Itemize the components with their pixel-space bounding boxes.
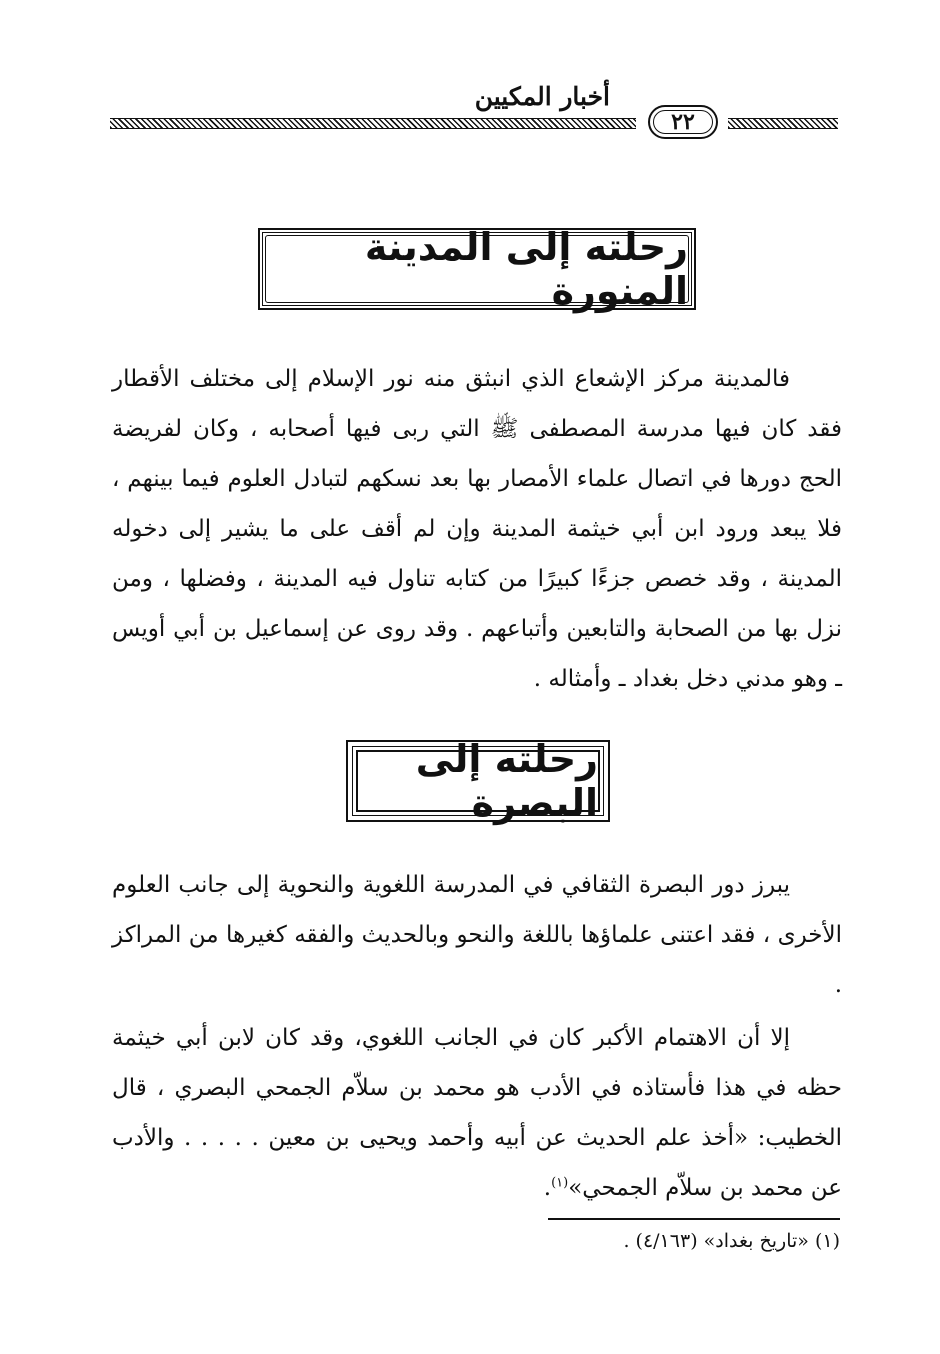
- footnote-separator: [548, 1218, 840, 1220]
- section-heading-basra: رحلته إلى البصرة: [356, 750, 600, 812]
- paragraph-basra-2-end: .: [543, 1175, 552, 1201]
- paragraph-basra-1: [112, 860, 842, 1010]
- header-rule-left: [110, 118, 636, 129]
- paragraph-basra-1-text: يبرز دور البصرة الثقافي في المدرسة اللغوية والنحوية إلى جانب العلوم الأخرى ، فقد اعتنى علماؤها باللغة والنحو وبالحديث والفقه كغيرها من المراكز .: [112, 872, 842, 998]
- footnote-reference[interactable]: (١): [551, 1175, 569, 1191]
- footnote: (١) «تاريخ بغداد» (٤/١٦٣) .: [623, 1230, 840, 1252]
- section-heading-madina-frame: [258, 225, 696, 313]
- paragraph-madina-text: فالمدينة مركز الإشعاع الذي انبثق منه نور الإسلام إلى مختلف الأقطار فقد كان فيها مدرسة المصطفى ﷺ التي ربى فيها أصحابه ، وكان لفريضة الحج دورها في اتصال علماء الأمصار بها بعد نسكهم لتبادل العلوم فيما بينهم ، فلا يبعد ورود ابن أبي خيثمة المدينة وإن لم أقف على ما يشير إلى دخوله المدينة ، وقد خصص جزءًا كبيرًا من كتابه تناول فيه المدينة ، وفضلها ، ومن نزل بها من الصحابة والتابعين وأتباعهم . وقد روى عن إسماعيل بن أبي أويس ـ وهو مدني دخل بغداد ـ وأمثاله .: [112, 366, 842, 692]
- section-heading-basra-inner-frame: [352, 737, 604, 825]
- section-heading-basra-frame: [346, 737, 610, 825]
- section-heading-madina: رحلته إلى المدينة المنورة: [265, 235, 689, 303]
- paragraph-basra-2-text: إلا أن الاهتمام الأكبر كان في الجانب اللغوي، وقد كان لابن أبي خيثمة حظه في هذا فأستاذه في الأدب هو محمد بن سلاّم الجمحي البصري ، قال الخطيب: «أخذ علم الحديث عن أبيه وأحمد ويحيى بن معين . . . . . والأدب عن محمد بن سلاّم الجمحي»: [112, 1025, 842, 1201]
- page-number-badge: [648, 105, 718, 139]
- paragraph-basra-2: [112, 1013, 842, 1213]
- page-number: ٢٢: [671, 109, 695, 135]
- running-title: أخبار المكيين: [474, 82, 610, 111]
- header-rule-right: [728, 118, 838, 129]
- paragraph-madina: [112, 354, 842, 704]
